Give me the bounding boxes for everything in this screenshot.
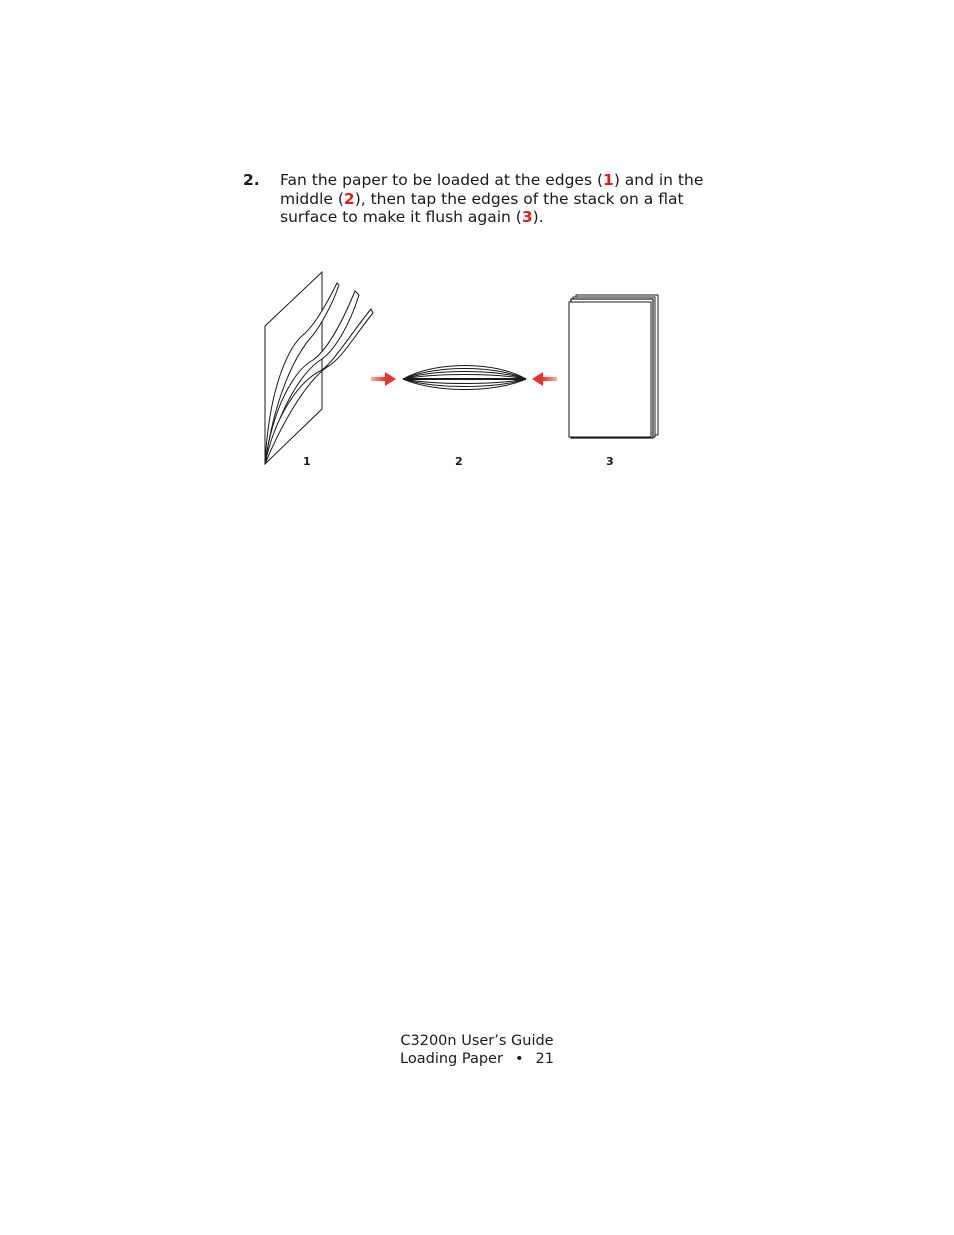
step-text-part-3: ), then tap the edges of the stack on a flat surface to make it flush again ( — [280, 189, 684, 226]
step-text-part-4: ). — [532, 208, 544, 226]
footer-separator: • — [514, 1051, 524, 1067]
fanned-middle-illustration — [403, 366, 526, 390]
footer-section: Loading Paper — [400, 1051, 503, 1067]
arrow-right-icon — [371, 372, 396, 386]
step-number: 2. — [243, 171, 260, 189]
paper-fanning-figure — [255, 265, 675, 475]
figure-label-1: 1 — [303, 455, 311, 468]
step-text-part-1: Fan the paper to be loaded at the edges ( — [280, 171, 604, 189]
flush-stack-illustration — [569, 295, 658, 438]
ref-1: 1 — [603, 171, 614, 189]
ref-3: 3 — [521, 208, 533, 226]
figure-label-3: 3 — [606, 455, 614, 468]
step-text-part-2: ) and in the middle ( — [280, 171, 704, 208]
footer-guide-title: C3200n User’s Guide — [400, 1033, 554, 1049]
footer-page-number: 21 — [535, 1051, 554, 1067]
arrow-left-icon — [532, 372, 557, 386]
fanned-paper-illustration — [265, 272, 373, 464]
figure-label-2: 2 — [455, 455, 463, 468]
footer-page-info — [0, 1050, 954, 1068]
step-text — [280, 171, 730, 227]
fanning-illustration — [255, 265, 675, 475]
ref-2: 2 — [343, 189, 355, 208]
